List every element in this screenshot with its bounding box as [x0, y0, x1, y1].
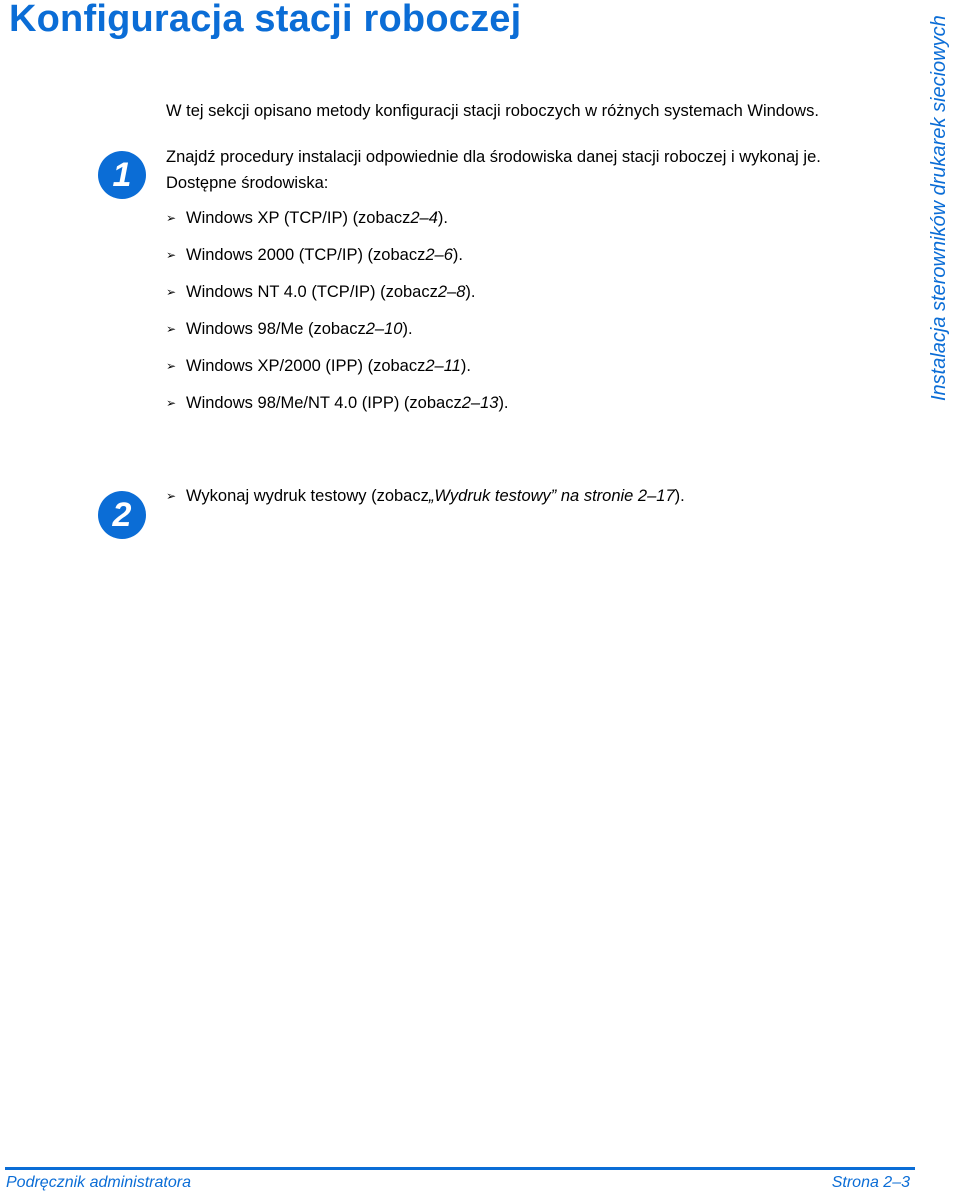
footer-page-number: Strona 2–3 [831, 1174, 910, 1191]
list-item: ➢ Windows 98/Me/NT 4.0 (IPP) (zobacz 2–13 ). [166, 390, 509, 427]
list-item: ➢ Windows 2000 (TCP/IP) (zobacz 2–6 ). [166, 242, 509, 279]
arrowhead-icon: ➢ [166, 285, 177, 299]
step-2-list [166, 483, 685, 520]
arrowhead-icon: ➢ [166, 211, 177, 225]
page-reference: 2–8 [437, 283, 466, 301]
page-reference: 2–4 [410, 209, 438, 227]
footer-manual-title: Podręcznik administratora [6, 1174, 191, 1191]
page-reference: 2–11 [425, 357, 461, 375]
arrowhead-icon: ➢ [166, 396, 177, 410]
step-1-badge: 1 [98, 151, 146, 199]
arrowhead-icon: ➢ [166, 248, 177, 262]
list-item: ➢ Wykonaj wydruk testowy (zobacz „Wydruk testowy” na stronie 2–17 ). [166, 483, 685, 520]
step-1-text [166, 144, 821, 196]
list-item: ➢ Windows XP/2000 (IPP) (zobacz 2–11 ). [166, 353, 509, 390]
step-1-text-line2: Dostępne środowiska: [166, 174, 329, 192]
list-item: ➢ Windows 98/Me (zobacz 2–10 ). [166, 316, 509, 353]
step-2-badge: 2 [98, 491, 146, 539]
section-side-title: Instalacja sterowników drukarek sieciowych [928, 15, 950, 401]
arrowhead-icon: ➢ [166, 359, 177, 373]
page-reference: 2–6 [425, 246, 453, 264]
footer-divider [5, 1167, 915, 1170]
environment-list [166, 205, 509, 427]
step-1-text-line1: Znajdź procedury instalacji odpowiednie dla środowiska danej stacji roboczej i wykonaj je. [166, 148, 821, 166]
page-reference: 2–13 [461, 394, 499, 412]
page-title: Konfiguracja stacji roboczej [9, 0, 522, 40]
arrowhead-icon: ➢ [166, 489, 177, 503]
page-reference: „Wydruk testowy” na stronie 2–17 [428, 487, 675, 505]
intro-text: W tej sekcji opisano metody konfiguracji stacji roboczych w różnych systemach Windows. [166, 102, 819, 120]
list-item: ➢ Windows NT 4.0 (TCP/IP) (zobacz 2–8 ). [166, 279, 509, 316]
list-item: ➢ Windows XP (TCP/IP) (zobacz 2–4 ). [166, 205, 509, 242]
page-reference: 2–10 [365, 320, 403, 338]
arrowhead-icon: ➢ [166, 322, 177, 336]
